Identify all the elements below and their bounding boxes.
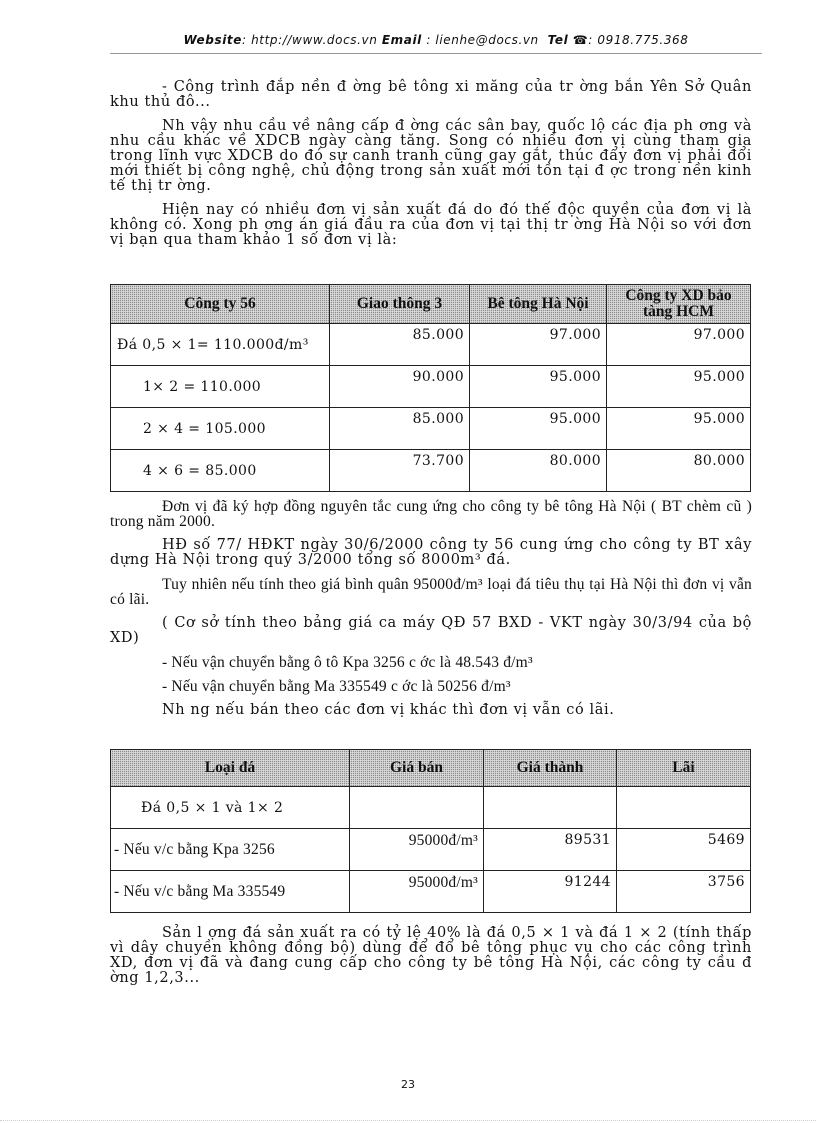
column-header: Bê tông Hà Nội xyxy=(470,285,607,324)
tel-label: Tel xyxy=(547,33,569,47)
paragraph-1: - Công trình đắp nền đ ờng bê tông xi măng của tr ờng bắn Yên Sở Quân khu thủ đô... xyxy=(110,79,752,110)
table-cell xyxy=(484,787,617,829)
paragraph-2: Nh vậy nhu cầu về nâng cấp đ ờng các sân bay, quốc lộ các địa ph ơng và nhu cầu khác về XDCB ngày càng tăng. Song có nhiều đơn vị cùng tham gia trong lĩnh vực XDCB do đó sự canh tranh cũng gay gắt, thúc đẩy đơn vị phải đổi mới thiết bị công nghệ, chủ động trong sản xuất mới tồn tại đ ợc trong nền kinh tế thị tr ờng. xyxy=(110,118,752,194)
table-cell: 4 × 6 = 85.000 xyxy=(111,450,330,492)
column-header: Công ty 56 xyxy=(111,285,330,324)
price-comparison-table xyxy=(110,284,751,492)
table-cell: 97.000 xyxy=(470,324,607,366)
document-body xyxy=(110,80,752,986)
table-cell: - Nếu v/c bằng Kpa 3256 xyxy=(111,829,350,871)
table-cell xyxy=(350,787,484,829)
table-cell: Đá 0,5 × 1 và 1× 2 xyxy=(111,787,350,829)
table-row xyxy=(111,324,751,366)
table-cell: 85.000 xyxy=(330,324,470,366)
table-header-row xyxy=(111,750,751,787)
column-header: Loại đá xyxy=(111,750,350,787)
table-cell: 89531 xyxy=(484,829,617,871)
table-cell: 91244 xyxy=(484,871,617,913)
table-cell: 73.700 xyxy=(330,450,470,492)
table-cell: 95.000 xyxy=(470,408,607,450)
table-cell xyxy=(617,787,751,829)
email-value[interactable]: lienhe@docs.vn xyxy=(435,33,539,47)
table-cell: 90.000 xyxy=(330,366,470,408)
table-cell: 95000đ/m³ xyxy=(350,829,484,871)
table-cell: 97.000 xyxy=(607,324,751,366)
paragraph-5: HĐ số 77/ HĐKT ngày 30/6/2000 công ty 56 cung ứng cho công ty BT xây dựng Hà Nội trong quý 3/2000 tổng số 8000m³ đá. xyxy=(110,537,752,568)
table-cell: 95.000 xyxy=(607,408,751,450)
phone-icon: ☎ xyxy=(572,33,589,47)
paragraph-11: Sản l ợng đá sản xuất ra có tỷ lệ 40% là đá 0,5 × 1 và đá 1 × 2 (tính thấp vì dây chuyền không đồng bộ) dùng để đổ bê tông phục vụ cho các công trình XD, đơn vị đã và đang cung cấp cho công ty bê tông Hà Nội, các công ty cầu đ ờng 1,2,3... xyxy=(110,925,752,986)
email-sep: : xyxy=(421,33,436,47)
tel-value: : 0918.775.368 xyxy=(588,33,689,47)
table-row xyxy=(111,450,751,492)
table-cell: 3756 xyxy=(617,871,751,913)
table-row xyxy=(111,408,751,450)
table-row xyxy=(111,787,751,829)
paragraph-9: - Nếu vận chuyển bằng Ma 335549 c ớc là 50256 đ/m³ xyxy=(162,678,511,695)
email-label: Email xyxy=(381,33,422,47)
table-row xyxy=(111,829,751,871)
table-cell: 85.000 xyxy=(330,408,470,450)
column-header: Giao thông 3 xyxy=(330,285,470,324)
paragraph-6: Tuy nhiên nếu tính theo giá bình quân 95000đ/m³ loại đá tiêu thụ tại Hà Nội thì đơn vị vẫn có lãi. xyxy=(110,576,752,608)
paragraph-3: Hiện nay có nhiều đơn vị sản xuất đá do đó thế độc quyền của đơn vị là không có. Xong ph ơng án giá đầu ra của đơn vị tại thị tr ờng Hà Nội so với đơn vị bạn qua tham khảo 1 số đơn vị là: xyxy=(110,202,752,248)
page-header xyxy=(110,33,762,51)
table-row xyxy=(111,366,751,408)
column-header: Giá thành xyxy=(484,750,617,787)
page-number: 23 xyxy=(401,1078,415,1091)
website-url[interactable]: http://www.docs.vn xyxy=(251,33,378,47)
paragraph-10: Nh ng nếu bán theo các đơn vị khác thì đơn vị vẫn có lãi. xyxy=(162,702,615,718)
column-header: Công ty XD bảo tàng HCM xyxy=(607,285,751,324)
table-row xyxy=(111,871,751,913)
footer-divider xyxy=(0,1120,816,1121)
table-cell: 80.000 xyxy=(470,450,607,492)
website-sep: : xyxy=(242,33,252,47)
table-cell: 95.000 xyxy=(607,366,751,408)
table-cell: Đá 0,5 × 1= 110.000đ/m³ xyxy=(111,324,330,366)
table-cell: 95.000 xyxy=(470,366,607,408)
paragraph-7: ( Cơ sở tính theo bảng giá ca máy QĐ 57 BXD - VKT ngày 30/3/94 của bộ XD) xyxy=(110,615,752,646)
table-cell: 5469 xyxy=(617,829,751,871)
table-cell: 80.000 xyxy=(607,450,751,492)
column-header: Lãi xyxy=(617,750,751,787)
table-header-row xyxy=(111,285,751,324)
table-cell: 95000đ/m³ xyxy=(350,871,484,913)
table-cell: 2 × 4 = 105.000 xyxy=(111,408,330,450)
header-divider xyxy=(110,53,762,54)
column-header: Giá bán xyxy=(350,750,484,787)
paragraph-4: Đơn vị đã ký hợp đồng nguyên tắc cung ứng cho công ty bê tông Hà Nội ( BT chèm cũ ) trong năm 2000. xyxy=(110,498,752,530)
paragraph-8: - Nếu vận chuyển bằng ô tô Kpa 3256 c ớc là 48.543 đ/m³ xyxy=(162,654,533,671)
website-label: Website xyxy=(183,33,242,47)
profit-table xyxy=(110,749,751,913)
table-cell: 1× 2 = 110.000 xyxy=(111,366,330,408)
table-cell: - Nếu v/c bằng Ma 335549 xyxy=(111,871,350,913)
